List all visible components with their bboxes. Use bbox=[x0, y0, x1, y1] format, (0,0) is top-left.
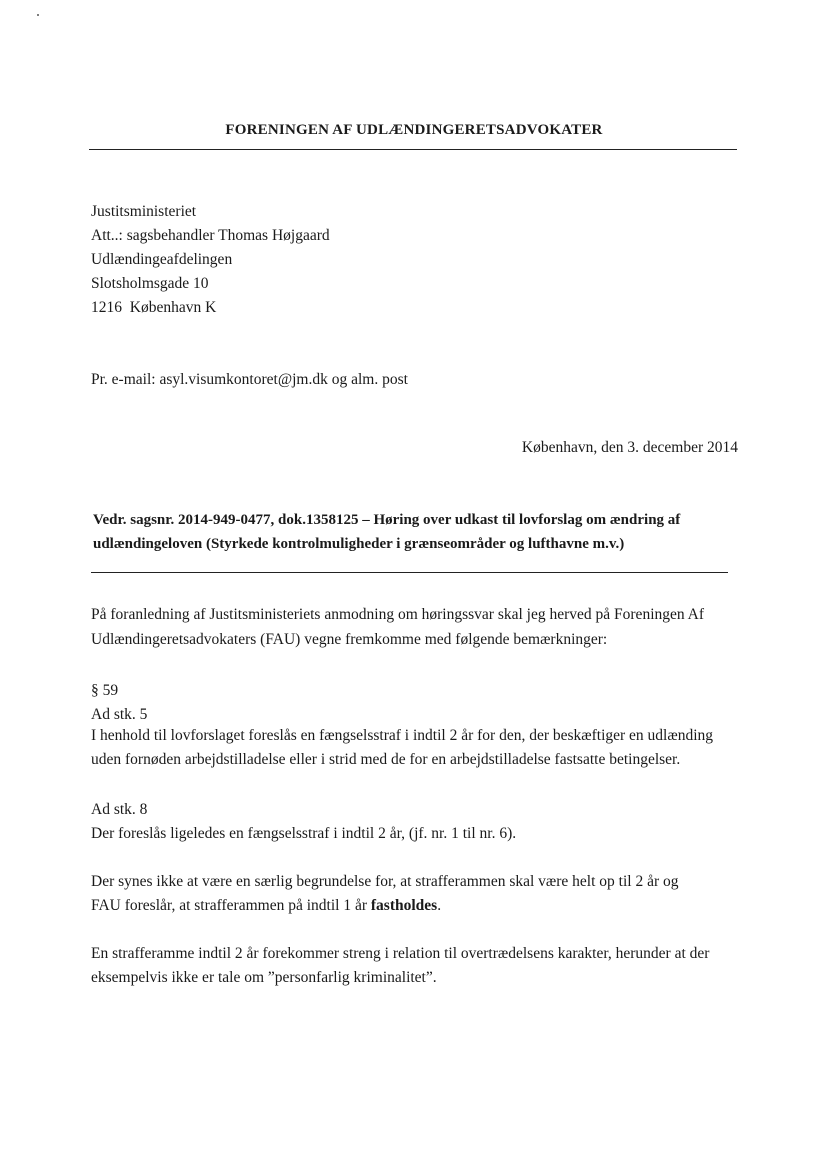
letterhead-title: FORENINGEN AF UDLÆNDINGERETSADVOKATER bbox=[225, 122, 603, 138]
comment1-period: . bbox=[437, 897, 442, 914]
stk5-label: Ad stk. 5 bbox=[91, 706, 148, 723]
stk5-text-line: uden fornøden arbejdstilladelse eller i strid med de for en arbejdstilladelse fastsatte betingelser. bbox=[91, 751, 681, 768]
subject-line: Vedr. sagsnr. 2014-949-0477, dok.1358125 – Høring over udkast til lovforslag om ændring af bbox=[93, 512, 681, 528]
scan-speck bbox=[37, 14, 39, 16]
recipient-line: Slotsholmsgade 10 bbox=[91, 275, 209, 292]
stk5-text-line: I henhold til lovforslaget foreslås en fængselsstraf i indtil 2 år for den, der beskæftiger en udlænding bbox=[91, 727, 714, 744]
comment1-emphasis: fastholdes bbox=[370, 897, 438, 914]
delivery-method: Pr. e-mail: asyl.visumkontoret@jm.dk og alm. post bbox=[91, 371, 408, 388]
letter-date: København, den 3. december 2014 bbox=[521, 439, 738, 456]
intro-line: Udlændingeretsadvokaters (FAU) vegne fremkomme med følgende bemærkninger: bbox=[91, 631, 608, 648]
comment2-line: En strafferamme indtil 2 år forekommer streng i relation til overtrædelsens karakter, herunder at der bbox=[91, 945, 710, 962]
comment1-line: Der synes ikke at være en særlig begrundelse for, at strafferammen skal være helt op til 2 år og bbox=[91, 873, 679, 890]
subject-divider bbox=[91, 572, 728, 573]
letterhead-divider bbox=[89, 149, 737, 150]
comment1-text: FAU foreslår, at strafferammen på indtil 1 år bbox=[91, 897, 371, 914]
stk8-text-line: Der foreslås ligeledes en fængselsstraf i indtil 2 år, (jf. nr. 1 til nr. 6). bbox=[91, 825, 517, 842]
recipient-line: Udlændingeafdelingen bbox=[91, 251, 233, 268]
subject-line: udlændingeloven (Styrkede kontrolmuligheder i grænseområder og lufthavne m.v.) bbox=[93, 536, 625, 552]
comment1-line bbox=[91, 897, 441, 915]
recipient-line: Att..: sagsbehandler Thomas Højgaard bbox=[91, 227, 330, 244]
comment2-line: eksempelvis ikke er tale om ”personfarlig kriminalitet”. bbox=[91, 969, 437, 986]
section-heading: § 59 bbox=[91, 682, 119, 699]
stk8-label: Ad stk. 8 bbox=[91, 801, 148, 818]
intro-line: På foranledning af Justitsministeriets anmodning om høringssvar skal jeg herved på Foreningen Af bbox=[91, 606, 704, 623]
recipient-line: 1216 København K bbox=[91, 299, 217, 316]
recipient-line: Justitsministeriet bbox=[91, 203, 197, 220]
